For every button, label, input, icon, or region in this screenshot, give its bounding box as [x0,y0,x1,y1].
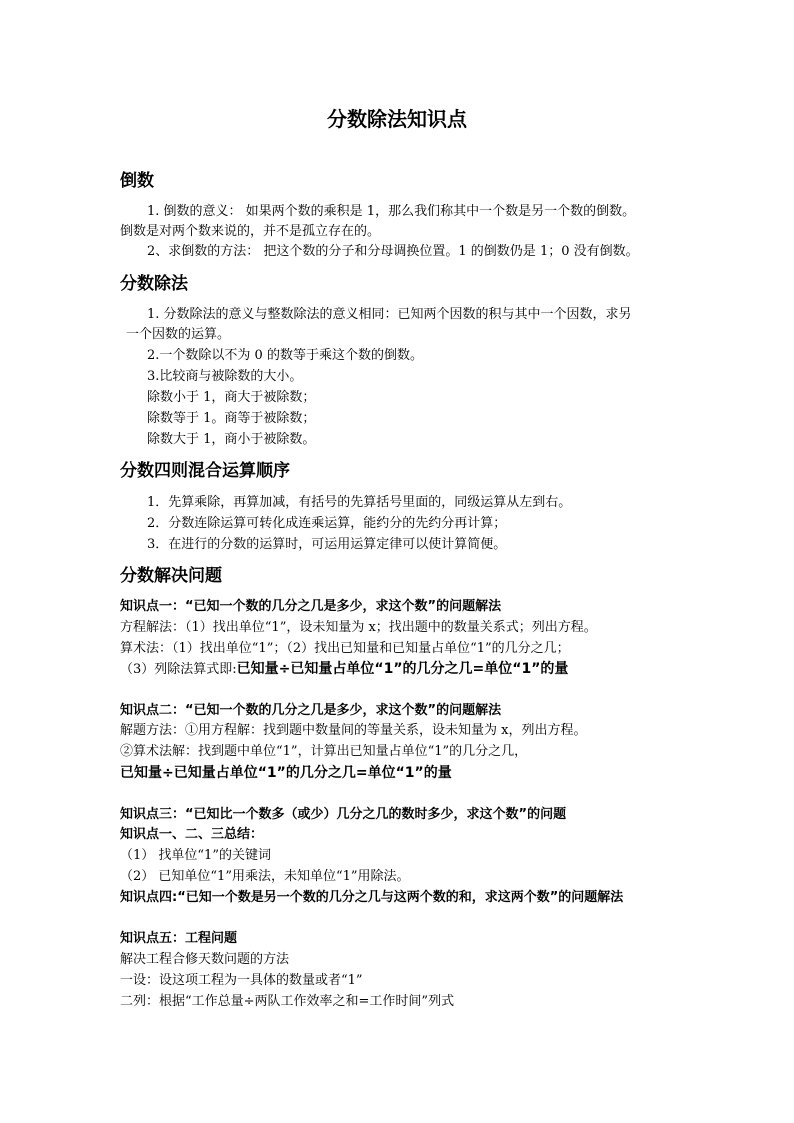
formula-bold: 已知量÷已知量占单位“1”的几分之几=单位“1”的量 [120,765,452,781]
knowledge-point-4-title: 知识点四:“已知一个数是另一个数的几分之几与这两个数的和，求这两个数”的问题解法 [120,890,624,905]
paragraph-line: 一个因数的运算。 [126,327,231,342]
paragraph-line: 算术法：（1）找出单位“1”；（2）找出已知量和已知量占单位“1”的几分之几； [120,641,570,656]
formula-prefix: （3）列除法算式即: [120,662,237,677]
paragraph-line [120,660,568,679]
paragraph-line: 解决工程合修天数问题的方法 [120,952,290,967]
knowledge-point-1-title: 知识点一：“已知一个数的几分之几是多少，求这个数”的问题解法 [120,599,502,614]
knowledge-point-3-title: 知识点三：“已知比一个数多（或少）几分之几的数时多少，求这个数”的问题 [120,807,567,822]
paragraph-line: 1．先算乘除，再算加减，有括号的先算括号里面的，同级运算从左到右。 [147,495,572,510]
knowledge-point-2-title: 知识点二：“已知一个数的几分之几是多少，求这个数”的问题解法 [120,703,502,718]
paragraph-line: 除数等于 1。商等于被除数； [147,411,316,426]
paragraph-line: 除数大于 1，商小于被除数。 [147,432,316,447]
section-heading-reciprocal: 倒数 [120,171,154,191]
paragraph-line: （1） 找单位“1”的关键词 [120,848,271,863]
section-heading-fraction-division: 分数除法 [120,274,188,294]
section-heading-word-problems: 分数解决问题 [120,566,222,586]
paragraph-line: 3．在进行的分数的运算时，可运用运算定律可以使计算简便。 [147,537,507,552]
paragraph-line: 倒数是对两个数来说的，并不是孤立存在的。 [120,224,381,239]
page-title: 分数除法知识点 [327,107,467,131]
paragraph-line: ②算术法解：找到题中单位“1”，计算出已知量占单位“1”的几分之几， [120,744,528,759]
paragraph-line: 1. 分数除法的意义与整数除法的意义相同：已知两个因数的积与其中一个因数，求另 [147,307,632,322]
summary-title: 知识点一、二、三总结： [120,827,264,842]
paragraph-line: 二列：根据“工作总量÷两队工作效率之和=工作时间”列式 [120,994,455,1009]
paragraph-line: 2、求倒数的方法： 把这个数的分子和分母调换位置。1 的倒数仍是 1；0 没有倒数。 [147,244,639,259]
paragraph-line: 3.比较商与被除数的大小。 [147,369,303,384]
paragraph-line: （2） 已知单位“1”用乘法，未知单位“1”用除法。 [120,869,410,884]
paragraph-line: 2.一个数除以不为 0 的数等于乘这个数的倒数。 [147,348,423,363]
knowledge-point-5-title: 知识点五：工程问题 [120,931,238,946]
paragraph-line: 一设：设这项工程为一具体的数量或者“1” [120,973,363,988]
paragraph-line: 1. 倒数的意义： 如果两个数的乘积是 1，那么我们称其中一个数是另一个数的倒数。 [147,204,636,219]
section-heading-mixed-operations: 分数四则混合运算顺序 [120,461,290,481]
paragraph-line: 解题方法：①用方程解：找到题中数量间的等量关系，设未知量为 x，列出方程。 [120,723,587,738]
paragraph-line: 方程解法：（1）找出单位“1”，设未知量为 x；找出题中的数量关系式；列出方程。 [120,620,597,635]
formula-bold: 已知量÷已知量占单位“1”的几分之几=单位“1”的量 [236,661,569,677]
paragraph-line: 除数小于 1，商大于被除数； [147,390,316,405]
paragraph-line: 2．分数连除运算可转化成连乘运算，能约分的先约分再计算； [147,516,507,531]
